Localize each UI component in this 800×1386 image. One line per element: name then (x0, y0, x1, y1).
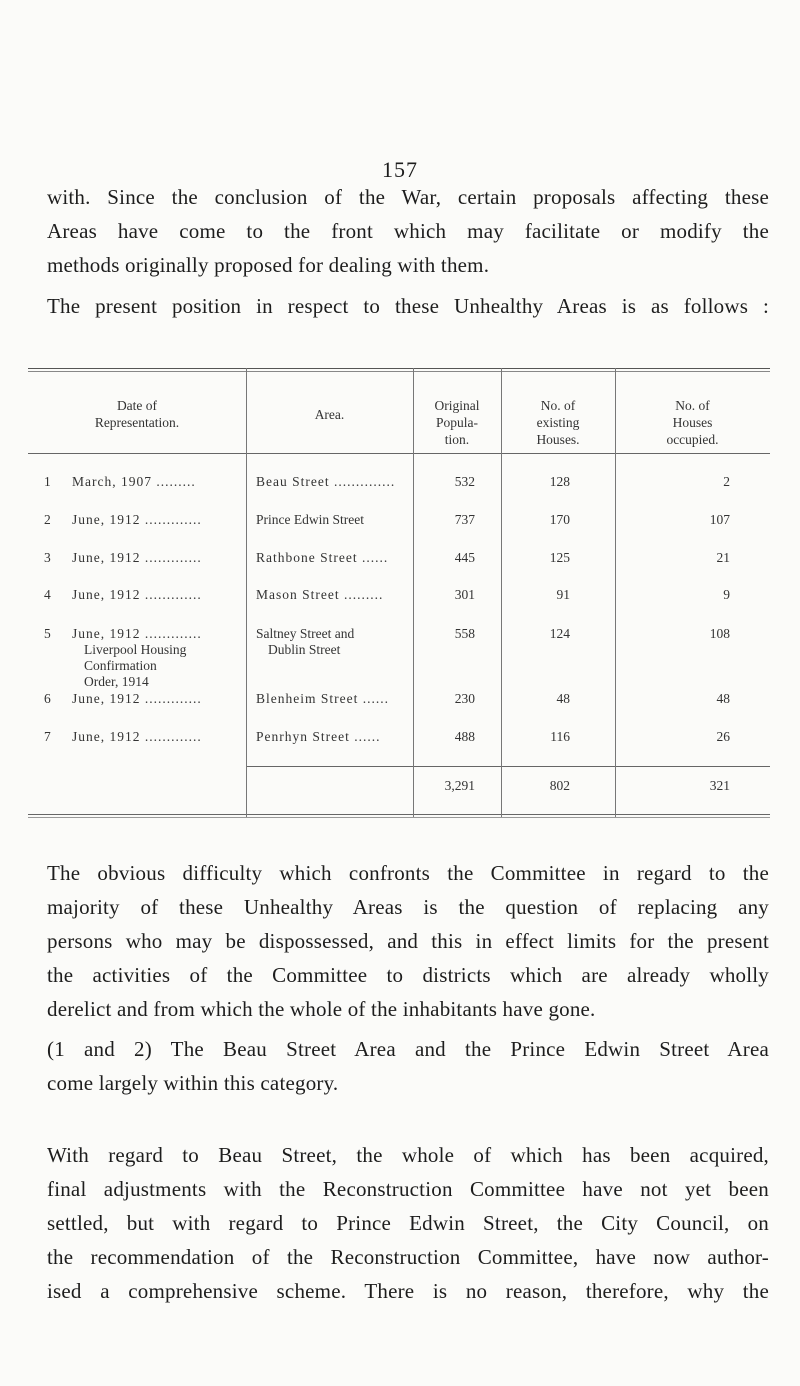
row-date-note: Confirmation (84, 658, 157, 673)
row-existing: 128 (549, 474, 570, 489)
row-number: 7 (44, 729, 51, 744)
total-existing: 802 (549, 778, 570, 793)
table-rule (28, 453, 770, 454)
text-line: Areas have come to the front which may facilitate or modify the (47, 219, 769, 243)
row-area: Penrhyn Street ...... (256, 729, 381, 744)
text-line: The obvious difficulty which confronts the Committee in regard to the (47, 861, 769, 885)
text-line: persons who may be dispossessed, and this in effect limits for the present (47, 929, 769, 953)
row-population: 488 (454, 729, 475, 744)
intro-paragraph (47, 180, 769, 282)
table-rule (28, 371, 770, 372)
row-date: June, 1912 ............. (72, 587, 202, 602)
row-population: 558 (454, 626, 475, 641)
row-occupied: 9 (723, 587, 730, 602)
row-occupied: 108 (709, 626, 730, 641)
row-occupied: 21 (716, 550, 730, 565)
row-date: June, 1912 ............. (72, 550, 202, 565)
row-area: Rathbone Street ...... (256, 550, 389, 565)
text-line: With regard to Beau Street, the whole of which has been acquired, (47, 1143, 769, 1167)
row-population: 445 (454, 550, 475, 565)
page-number: 157 (382, 157, 418, 182)
text-line: The present position in respect to these Unhealthy Areas is as follows : (47, 294, 769, 318)
text-line: final adjustments with the Reconstruction Committee have not yet been (47, 1177, 769, 1201)
text-line: ised a comprehensive scheme. There is no reason, therefore, why the (47, 1279, 769, 1303)
row-number: 2 (44, 512, 51, 527)
total-occupied: 321 (709, 778, 730, 793)
position-statement (47, 289, 769, 323)
row-existing: 48 (556, 691, 570, 706)
row-population: 532 (454, 474, 475, 489)
text-line: the recommendation of the Reconstruction Committee, have now author- (47, 1245, 769, 1269)
row-date: June, 1912 ............. (72, 729, 202, 744)
row-existing: 124 (549, 626, 570, 641)
row-area: Blenheim Street ...... (256, 691, 389, 706)
row-area-continued: Dublin Street (268, 642, 341, 657)
row-number: 6 (44, 691, 51, 706)
table-rule (28, 814, 770, 815)
header-date: Date of Representation. (94, 398, 180, 430)
header-houses-occupied: No. of Houses occupied. (666, 398, 719, 447)
header-population: Original Popula- tion. (434, 398, 480, 447)
text-line: methods originally proposed for dealing with them. (47, 253, 490, 277)
text-line: come largely within this category. (47, 1071, 339, 1095)
header-existing-houses: No. of existing Houses. (536, 398, 580, 447)
column-divider (246, 368, 247, 817)
row-area: Prince Edwin Street (256, 512, 364, 527)
table-rule (28, 368, 770, 369)
row-number: 3 (44, 550, 51, 565)
row-date-note: Liverpool Housing (84, 642, 187, 657)
row-population: 737 (454, 512, 475, 527)
row-population: 230 (454, 691, 475, 706)
row-occupied: 26 (716, 729, 730, 744)
row-area: Beau Street .............. (256, 474, 396, 489)
table-rule (28, 817, 770, 818)
text-line: majority of these Unhealthy Areas is the question of replacing any (47, 895, 769, 919)
header-area: Area. (314, 407, 345, 422)
beau-street-paragraph (47, 1138, 769, 1308)
text-line: settled, but with regard to Prince Edwin Street, the City Council, on (47, 1211, 769, 1235)
row-date: June, 1912 ............. (72, 691, 202, 706)
row-occupied: 48 (716, 691, 730, 706)
total-population: 3,291 (444, 778, 475, 793)
text-line: with. Since the conclusion of the War, certain proposals affecting these (47, 185, 769, 209)
category-paragraph (47, 1032, 769, 1100)
text-line: (1 and 2) The Beau Street Area and the Prince Edwin Street Area (47, 1037, 769, 1061)
row-date: June, 1912 ............. (72, 512, 202, 527)
difficulty-paragraph (47, 856, 769, 1026)
row-area: Saltney Street and (256, 626, 355, 641)
row-number: 1 (44, 474, 51, 489)
row-existing: 125 (549, 550, 570, 565)
text-line: the activities of the Committee to districts which are already wholly (47, 963, 769, 987)
row-existing: 91 (556, 587, 570, 602)
row-date: June, 1912 ............. (72, 626, 202, 641)
row-occupied: 107 (709, 512, 730, 527)
row-existing: 116 (550, 729, 570, 744)
row-occupied: 2 (723, 474, 730, 489)
row-number: 4 (44, 587, 51, 602)
row-population: 301 (454, 587, 475, 602)
row-area: Mason Street ......... (256, 587, 384, 602)
row-date: March, 1907 ......... (72, 474, 196, 489)
table-rule (246, 766, 770, 767)
row-number: 5 (44, 626, 51, 641)
row-date-note: Order, 1914 (84, 674, 149, 689)
text-line: derelict and from which the whole of the inhabitants have gone. (47, 997, 596, 1021)
row-existing: 170 (549, 512, 570, 527)
